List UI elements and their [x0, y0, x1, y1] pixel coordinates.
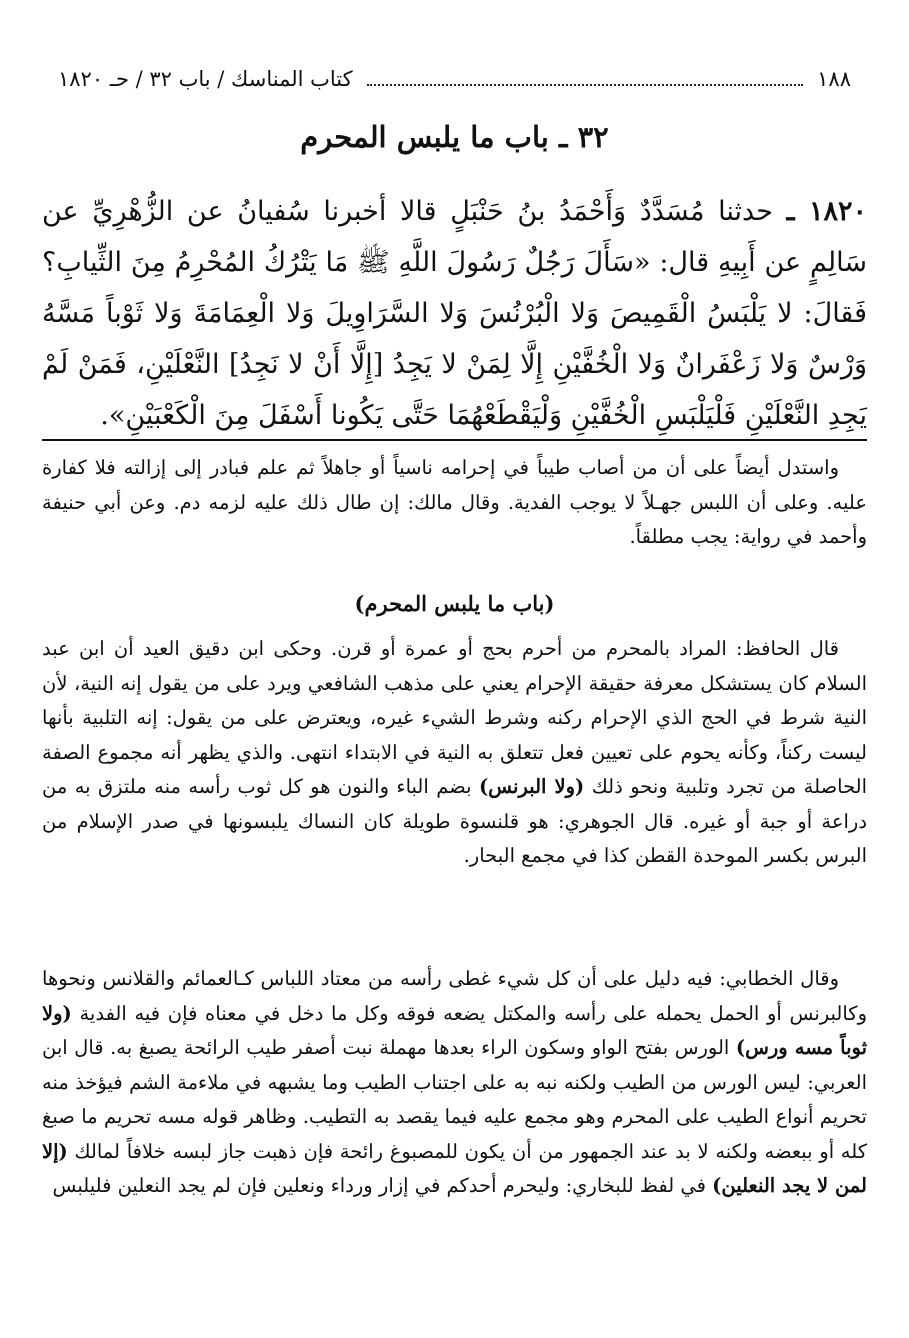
hadith-number: ١٨٢٠ ـ: [786, 196, 867, 227]
commentary-text: المراد بالمحرم من أحرم بحج أو عمرة أو قرن. وحكى ابن دقيق العيد أن ابن عبد السلام كان يستشكل معرفة حقيقة الإحرام يعني على مذهب الشافعي ويرد على من يقول إنه النية، لأن النية شرط في الحج الذي الإحرام ركنه وشرط الشيء غيره، ويعترض على من يقول: إنه التلبية بأنها ليست ركناً، وكأنه يحوم على تعيين فعل تتعلق به النية في الابتداء انتهى. والذي يظهر أنه مجموع الصفة الحاصلة من تجرد وتلبية ونحو ذلك: [42, 637, 868, 798]
commentary-hafiz: [42, 632, 867, 874]
quoted-term: (إلا لمن لا يجد النعلين): [42, 1139, 867, 1197]
quoted-term: (ولا ثوباً مسه ورس): [42, 1001, 868, 1059]
commentary-text: في لفظ للبخاري: وليحرم أحدكم في إزار ورداء ونعلين فإن لم يجد النعلين فليلبس: [52, 1174, 706, 1197]
speaker-lead: وقال الخطابي:: [719, 967, 840, 990]
page-number: ١٨٨: [817, 67, 851, 91]
section-title: (باب ما يلبس المحرم): [354, 591, 555, 616]
chapter-title: ٣٢ ـ باب ما يلبس المحرم: [300, 120, 609, 154]
commentary-top: [42, 451, 867, 555]
speaker-lead: قال الحافظ:: [736, 637, 840, 660]
commentary-paragraph: واستدل أيضاً على أن من أصاب طيباً في إحرامه ناسياً أو جاهلاً ثم علم فبادر إلى إزالته فلا كفارة عليه. وعلى أن اللبس جهـلاً لا يوجب الفدية. وقال مالك: إن طال ذلك عليه لزمه دم. وعن أبي حنيفة وأحمد في رواية: يجب مطلقاً.: [42, 456, 867, 548]
commentary-text: فيه دليل على أن كل شيء غطى رأسه من معتاد اللباس كـالعمائم والقلانس ونحوها وكالبرنس أو الحمل يحمله على رأسه والمكتل يضعه فوقه وكل ما دخل في معناه فإن فيه الفدية: [42, 967, 868, 1025]
speaker-lead: قال الجوهري:: [558, 809, 674, 833]
commentary-text: ليس الورس من الطيب ولكنه نبه به على اجتناب الطيب وما يشبهه في ملاءمة الشم فيؤخذ منه تحريم أنواع الطيب على المحرم وهو مجمع عليه فيما يقصد به التطيب. وظاهر قوله مسه تحريم ما صبغ كله أو ببعضه ولكنه لا بد عند الجمهور من أن يكون للمصبوغ رائحة فإن ذهبت جاز لبسه خلافاً لمالك: [42, 1070, 868, 1163]
divider-rule: [42, 439, 867, 441]
hadith-text: [42, 186, 867, 441]
commentary-text: الورس بفتح الواو وسكون الراء بعدها مهملة نبت أصفر طيب الرائحة يصبغ به.: [110, 1036, 730, 1059]
commentary-paragraph: [42, 632, 867, 874]
quoted-term: (ولا البرنس): [478, 775, 585, 798]
commentary-khattabi: [42, 962, 867, 1204]
commentary-text: بضم الباء والنون هو كل ثوب رأسه منه ملتزق به من دراعة أو جبة أو غيره.: [42, 775, 868, 833]
running-title: كتاب المناسك / باب ٣٢ / حـ ١٨٢٠: [58, 67, 353, 91]
page-header: [58, 64, 851, 94]
commentary-paragraph: [42, 962, 867, 1204]
speaker-lead: قال ابن العربي:: [42, 1036, 867, 1094]
commentary-text: هو قلنسوة طويلة كان النساك يلبسونها في صدر الإسلام من البرس بكسر الموحدة القطن كذا في مجمع البحار.: [42, 809, 867, 867]
hadith-body: حدثنا مُسَدَّدٌ وَأَحْمَدُ بنُ حَنْبَلٍ قالا أخبرنا سُفيانُ عن الزُّهْرِيِّ عن سَالِمٍ عن أَبِيهِ قال: «سَأَلَ رَجُلٌ رَسُولَ اللَّهِ ﷺ مَا يَتْرُكُ المُحْرِمُ مِنَ الثِّيابِ؟ فَقالَ: لا يَلْبَسُ الْقَمِيصَ وَلا الْبُرْنُسَ وَلا السَّرَاوِيلَ وَلا الْعِمَامَةَ وَلا ثَوْباً مَسَّهُ وَرْسٌ وَلا زَعْفَرانٌ وَلا الْخُفَّيْنِ إِلَّا لِمَنْ لا يَجِدُ [إِلَّا أَنْ لا نَجِدُ] النَّعْلَيْنِ، فَمَنْ لَمْ يَجِدِ النَّعْلَيْنِ فَلْيَلْبَسِ الْخُفَّيْنِ وَلْيَقْطَعْهُمَا حَتَّى يَكُونا أَسْفَلَ مِنَ الْكَعْبَيْنِ».: [42, 196, 867, 431]
header-dotted-leader: [367, 84, 804, 86]
